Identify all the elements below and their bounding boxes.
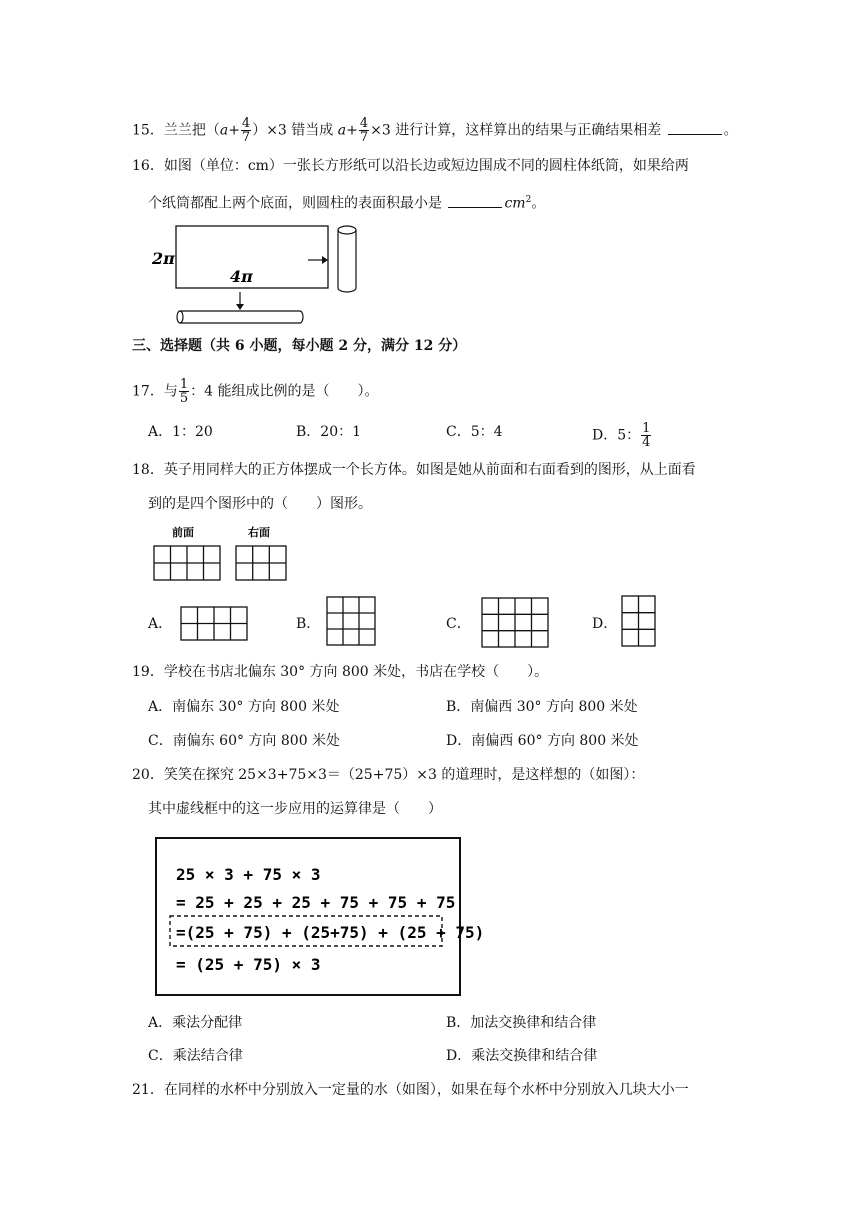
hw-line-4: = (25 + 75) × 3	[176, 955, 321, 974]
q17-option-b[interactable]: B．20：1	[296, 424, 362, 440]
q15-fraction-2: $\frac{4}{7}$	[359, 116, 369, 145]
q17-fraction: $\frac{1}{5}$	[179, 377, 189, 406]
hw-line-2: = 25 + 25 + 25 + 75 + 75 + 75	[176, 893, 456, 912]
front-view-grid	[154, 546, 220, 580]
q21-text: 21．在同样的水杯中分别放入一定量的水（如图），如果在每个水杯中分别放入几块大小一	[132, 1082, 689, 1098]
q16-long-side-label: 4π	[230, 267, 253, 286]
q18-line1: 18．英子用同样大的正方体摆成一个长方体。如图是她从前面和右面看到的图形，从上面看	[132, 462, 696, 478]
q20-line2: 其中虚线框中的这一步应用的运算律是（ ）	[148, 801, 442, 817]
q16-answer-blank[interactable]	[448, 193, 502, 208]
q16-figure	[140, 220, 380, 330]
right-view-label: 右面	[248, 526, 270, 539]
q20-handwritten-figure	[154, 836, 485, 998]
q17-option-a[interactable]: A．1：20	[148, 424, 213, 440]
q16-short-side-label: 2π	[152, 249, 175, 268]
q18-option-a-grid	[180, 606, 250, 642]
q18-option-d-grid	[621, 595, 659, 649]
right-view-grid	[236, 546, 286, 580]
q17-text: 17．与 $\frac{1}{5}$ ：4 能组成比例的是（ ）。	[132, 377, 379, 406]
q20-option-d[interactable]: D．乘法交换律和结合律	[446, 1048, 598, 1064]
q16-line1: 16．如图（单位：cm）一张长方形纸可以沿长边或短边围成不同的圆柱体纸筒，如果给两	[132, 158, 689, 174]
q15-fraction-1: $\frac{4}{7}$	[241, 116, 251, 145]
q18-views-figure	[150, 522, 350, 584]
section-3-heading: 三、选择题（共 6 小题，每小题 2 分，满分 12 分）	[132, 338, 467, 354]
hw-line-3: =(25 + 75) + (25+75) + (25 + 75)	[176, 923, 485, 942]
q20-line1: 20．笑笑在探究 25×3+75×3＝（25+75）×3 的道理时，是这样想的（如图）：	[132, 767, 645, 783]
front-view-label: 前面	[172, 526, 194, 539]
q18-option-d[interactable]: D．	[592, 616, 618, 632]
horizontal-cylinder-icon	[177, 311, 303, 323]
q15-text: 15．兰兰把（a+ $\frac{4}{7}$ ）×3 错当成 a+ $\frac{4}{7}$ ×3 进行计算，这样算出的结果与正确结果相差 。	[132, 116, 738, 145]
q15-answer-blank[interactable]	[668, 120, 722, 135]
q16-line2: 个纸筒都配上两个底面，则圆柱的表面积最小是 $cm^2$。	[148, 190, 545, 214]
q18-option-b[interactable]: B．	[296, 616, 321, 632]
q20-option-c[interactable]: C．乘法结合律	[148, 1048, 243, 1064]
q18-option-b-grid	[326, 596, 378, 648]
vertical-cylinder-icon	[338, 226, 356, 292]
q20-option-b[interactable]: B．加法交换律和结合律	[446, 1015, 597, 1031]
q19-text: 19．学校在书店北偏东 30° 方向 800 米处，书店在学校（ ）。	[132, 664, 549, 680]
q18-option-a[interactable]: A．	[148, 616, 173, 632]
q19-option-c[interactable]: C．南偏东 60° 方向 800 米处	[148, 733, 341, 749]
q19-option-d[interactable]: D．南偏西 60° 方向 800 米处	[446, 733, 639, 749]
q17-option-d[interactable]: D．5： $\frac{1}{4}$	[592, 421, 651, 450]
q18-line2: 到的是四个图形中的（ ）图形。	[148, 496, 372, 512]
q17-option-d-fraction: $\frac{1}{4}$	[642, 421, 651, 450]
q19-option-a[interactable]: A．南偏东 30° 方向 800 米处	[148, 699, 340, 715]
hw-line-1: 25 × 3 + 75 × 3	[176, 865, 321, 884]
q17-option-c[interactable]: C．5：4	[446, 424, 503, 440]
q18-option-c-grid	[481, 597, 551, 649]
q19-option-b[interactable]: B．南偏西 30° 方向 800 米处	[446, 699, 638, 715]
q20-option-a[interactable]: A．乘法分配律	[148, 1015, 243, 1031]
q18-option-c[interactable]: C．	[446, 616, 471, 632]
